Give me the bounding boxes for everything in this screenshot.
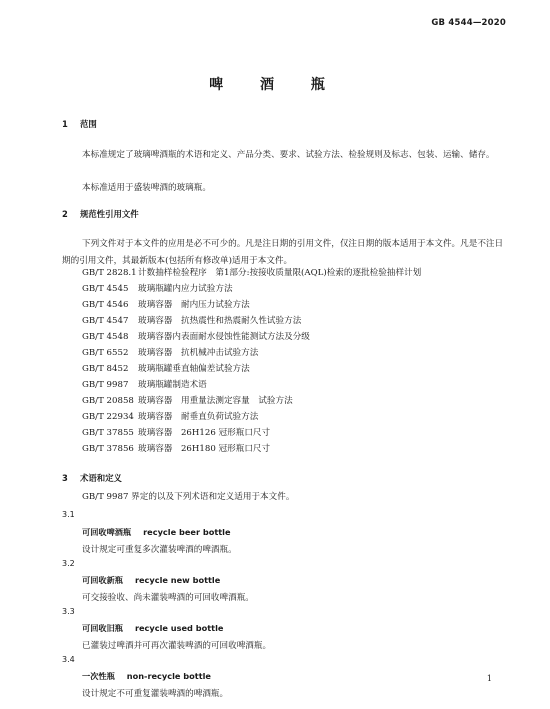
reference-code: GB/T 8452 [82,364,129,374]
term-number: 3.2 [62,559,75,568]
term-english: recycle used bottle [134,623,224,633]
reference-item [82,330,310,342]
reference-item [82,314,301,326]
term-heading [82,527,231,538]
reference-item [82,362,250,374]
reference-title: 玻璃瓶罐内应力试验方法 [138,284,233,294]
standard-number: GB 4544—2020 [431,18,506,28]
reference-item [82,426,270,438]
page-title: 啤 酒 瓶 [209,77,341,93]
terms-intro: GB/T 9987 界定的以及下列术语和定义适用于本文件。 [82,492,295,502]
term-chinese: 可回收啤酒瓶 [82,527,132,537]
term-definition: 设计规定可重复多次灌装啤酒的啤酒瓶。 [82,545,237,555]
section-title: 术语和定义 [80,473,122,483]
section-title: 规范性引用文件 [80,209,139,219]
reference-title: 玻璃容器 耐内压力试验方法 [138,300,250,310]
reference-title: 玻璃瓶罐垂直轴偏差试验方法 [138,364,250,374]
term-definition: 设计规定不可重复灌装啤酒的啤酒瓶。 [82,689,229,699]
page-number: 1 [486,674,492,683]
reference-title: 玻璃瓶罐制造术语 [138,380,207,390]
reference-code: GB/T 22934 [82,412,134,422]
term-chinese: 可回收新瓶 [82,575,123,585]
term-number: 3.3 [62,607,75,616]
term-heading [82,623,223,634]
section-heading-scope [62,118,97,130]
section-title: 范围 [80,119,97,129]
reference-item [82,410,258,422]
reference-title: 玻璃容器 抗热震性和热震耐久性试验方法 [138,316,302,326]
section-number: 3 [62,473,68,483]
reference-title: 玻璃容器 抗机械冲击试验方法 [138,348,259,358]
term-english: non-recycle bottle [126,671,211,681]
term-number: 3.4 [62,655,75,664]
term-heading [82,575,220,586]
section-heading-terms [62,472,122,484]
reference-item [82,346,258,358]
reference-title: 玻璃容器 用重量法测定容量 试验方法 [138,396,293,406]
reference-title: 玻璃容器内表面耐水侵蚀性能测试方法及分级 [138,332,310,342]
reference-item [82,442,270,454]
reference-code: GB/T 20858 [82,396,134,406]
reference-code: GB/T 6552 [82,348,129,358]
reference-title: 玻璃容器 26H180 冠形瓶口尺寸 [138,444,271,454]
reference-code: GB/T 2828.1 [82,268,137,278]
scope-paragraph-1: 本标准规定了玻璃啤酒瓶的术语和定义、产品分类、要求、试验方法、检验规则及标志、包装、运输、储存。 [82,150,495,160]
reference-title: 计数抽样检验程序 第1部分:按接收质量限(AQL)检索的逐批检验抽样计划 [138,268,422,278]
term-english: recycle beer bottle [143,527,231,537]
section-number: 1 [62,119,68,129]
reference-item [82,394,293,406]
reference-item [82,282,233,294]
reference-title: 玻璃容器 26H126 冠形瓶口尺寸 [138,428,271,438]
reference-title: 玻璃容器 耐垂直负荷试验方法 [138,412,259,422]
term-number: 3.1 [62,510,75,519]
reference-item [82,378,207,390]
section-heading-references [62,208,139,220]
reference-item [82,298,250,310]
reference-code: GB/T 4545 [82,284,129,294]
reference-code: GB/T 37855 [82,428,134,438]
reference-code: GB/T 4548 [82,332,129,342]
section-number: 2 [62,209,68,219]
term-definition: 已灌装过啤酒并可再次灌装啤酒的可回收啤酒瓶。 [82,641,272,651]
scope-paragraph-2: 本标准适用于盛装啤酒的玻璃瓶。 [82,183,211,193]
term-chinese: 可回收旧瓶 [82,623,123,633]
term-chinese: 一次性瓶 [82,671,115,681]
reference-code: GB/T 4546 [82,300,129,310]
term-heading [82,671,211,682]
reference-code: GB/T 9987 [82,380,129,390]
term-definition: 可交接验收、尚未灌装啤酒的可回收啤酒瓶。 [82,593,254,603]
term-english: recycle new bottle [134,575,221,585]
references-intro: 下列文件对于本文件的应用是必不可少的。凡是注日期的引用文件，仅注日期的版本适用于本文件。凡是不注日期的引用文件，其最新版本(包括所有修改单)适用于本文件。 [62,239,504,266]
reference-code: GB/T 37856 [82,444,134,454]
reference-code: GB/T 4547 [82,316,129,326]
reference-item [82,266,421,278]
